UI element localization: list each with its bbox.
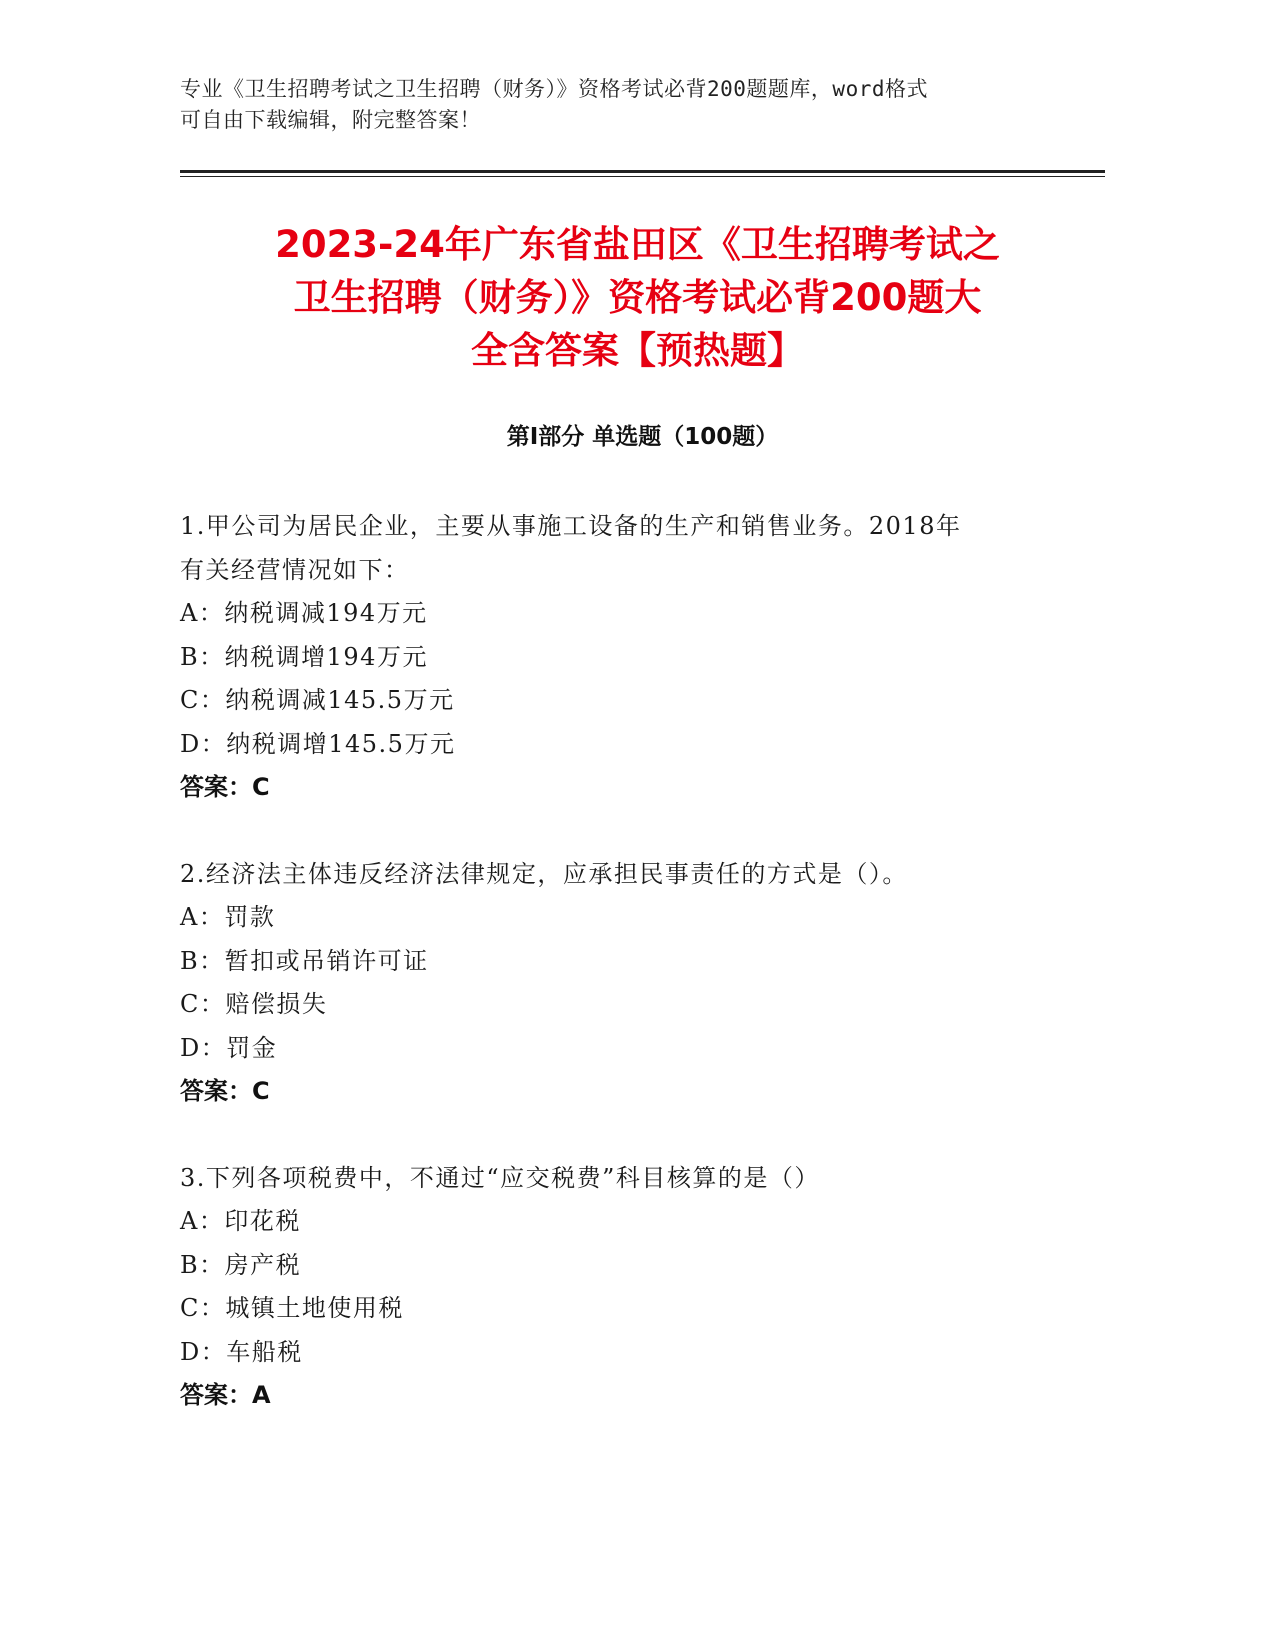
option-c: C：城镇土地使用税 — [180, 1294, 404, 1322]
question-list — [180, 505, 1105, 1461]
document-title — [150, 218, 1125, 377]
question-text-continued: 有关经营情况如下： — [180, 555, 410, 584]
question-2 — [180, 853, 1105, 1114]
option-d: D：车船税 — [180, 1337, 303, 1366]
question-1 — [180, 505, 1105, 810]
option-a: A：罚款 — [180, 903, 276, 931]
header-divider-thin — [180, 176, 1105, 177]
title-line-3: 全含答案【预热题】 — [471, 329, 804, 372]
question-text: 2.经济法主体违反经济法律规定，应承担民事责任的方式是（）。 — [180, 859, 908, 888]
title-line-1: 2023-24年广东省盐田区《卫生招聘考试之 — [275, 223, 1000, 266]
option-b: B：纳税调增194万元 — [180, 642, 428, 671]
option-d: D：纳税调增145.5万元 — [180, 729, 456, 758]
section-heading: 第Ⅰ部分 单选题（100题） — [506, 424, 779, 450]
question-text: 1.甲公司为居民企业，主要从事施工设备的生产和销售业务。2018年 — [180, 512, 962, 540]
answer: 答案：C — [180, 1077, 270, 1105]
option-a: A：印花税 — [180, 1207, 301, 1235]
option-a: A：纳税调减194万元 — [180, 599, 428, 627]
option-b: B：房产税 — [180, 1250, 302, 1279]
header-note — [180, 74, 1060, 136]
header-divider-thick — [180, 170, 1105, 173]
answer: 答案：A — [180, 1381, 271, 1409]
option-d: D：罚金 — [180, 1033, 278, 1062]
answer: 答案：C — [180, 773, 270, 801]
title-line-2: 卫生招聘（财务）》资格考试必背200题大 — [293, 276, 982, 319]
question-3 — [180, 1157, 1105, 1418]
option-c: C：纳税调减145.5万元 — [180, 686, 455, 714]
header-note-line-2: 可自由下载编辑，附完整答案！ — [180, 108, 481, 132]
option-b: B：暂扣或吊销许可证 — [180, 946, 429, 975]
option-c: C：赔偿损失 — [180, 990, 328, 1018]
question-text: 3.下列各项税费中，不通过“应交税费”科目核算的是（） — [180, 1163, 820, 1192]
header-note-line-1: 专业《卫生招聘考试之卫生招聘（财务）》资格考试必背200题题库，word格式 — [180, 77, 928, 101]
